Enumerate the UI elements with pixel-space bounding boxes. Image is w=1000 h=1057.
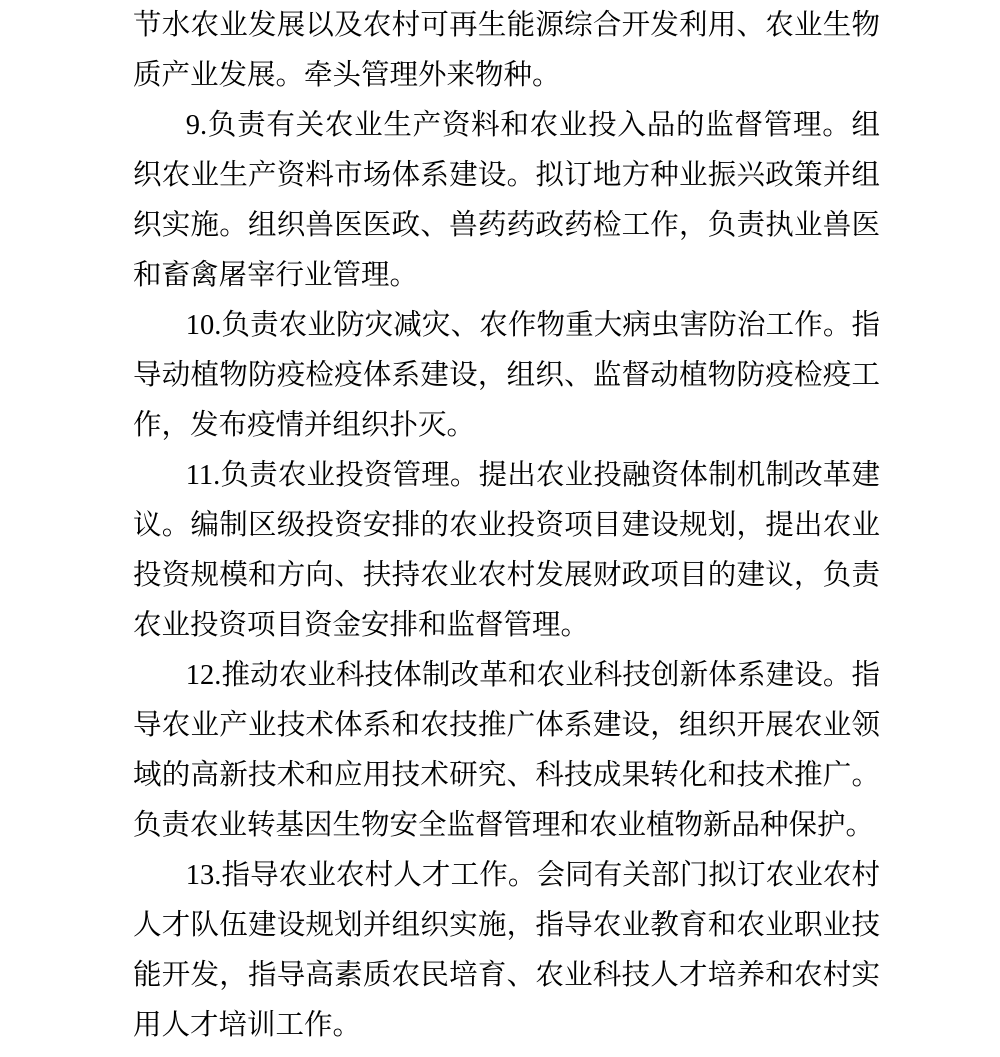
document-page (133, 1, 880, 1051)
paragraph-item-13: 13.指导农业农村人才工作。会同有关部门拟订农业农村人才队伍建设规划并组织实施，指导农业教育和农业职业技能开发，指导高素质农民培育、农业科技人才培养和农村实用人才培训工作。 (133, 860, 880, 1041)
paragraph-item-9: 9.负责有关农业生产资料和农业投入品的监督管理。组织农业生产资料市场体系建设。拟订地方种业振兴政策并组织实施。组织兽医医政、兽药药政药检工作，负责执业兽医和畜禽屠宰行业管理。 (133, 110, 880, 291)
paragraph-continuation: 节水农业发展以及农村可再生能源综合开发利用、农业生物质产业发展。牵头管理外来物种。 (133, 10, 880, 91)
paragraph-item-12: 12.推动农业科技体制改革和农业科技创新体系建设。指导农业产业技术体系和农技推广体系建设，组织开展农业领域的高新技术和应用技术研究、科技成果转化和技术推广。负责农业转基因生物安全监督管理和农业植物新品种保护。 (133, 660, 880, 841)
paragraph-item-10: 10.负责农业防灾减灾、农作物重大病虫害防治工作。指导动植物防疫检疫体系建设，组织、监督动植物防疫检疫工作，发布疫情并组织扑灭。 (133, 310, 880, 441)
paragraph-item-11: 11.负责农业投资管理。提出农业投融资体制机制改革建议。编制区级投资安排的农业投资项目建设规划，提出农业投资规模和方向、扶持农业农村发展财政项目的建议，负责农业投资项目资金安排和监督管理。 (133, 460, 880, 641)
